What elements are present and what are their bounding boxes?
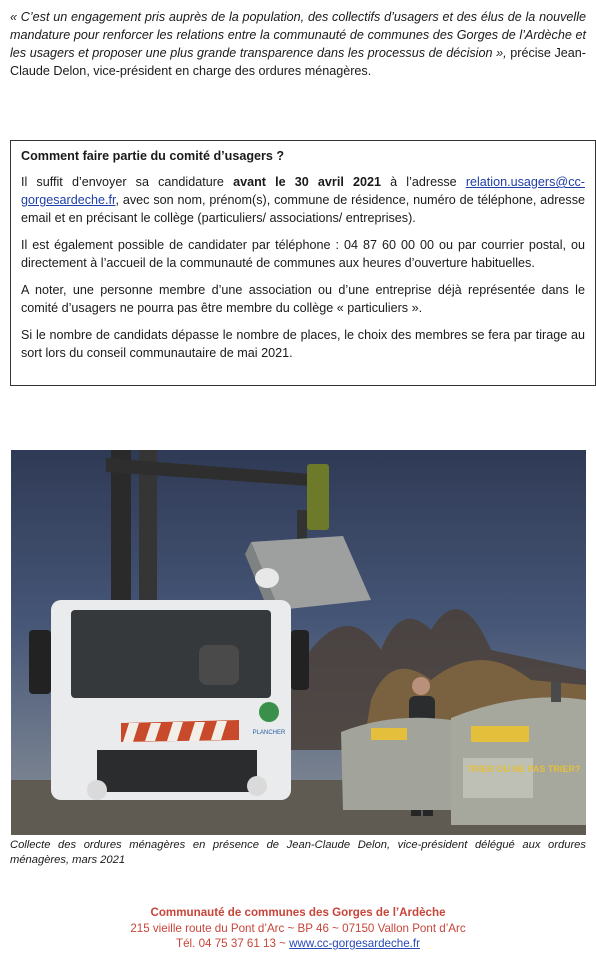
photo-caption: Collecte des ordures ménagères en présence de Jean-Claude Delon, vice-président délégué aux ordures ménagères, mars 2021 [10,839,586,866]
info-box [10,140,596,386]
person-head [412,677,430,695]
truck-brand-text: PLANCHER [252,730,286,736]
website-link[interactable]: www.cc-gorgesardeche.fr [289,937,420,950]
windshield [71,610,271,698]
intro-quote [10,8,586,80]
info-paragraph-note: A noter, une personne membre d’une association ou d’une entreprise déjà représentée dans le comité d’usagers ne pourra pas être membre du collège « particuliers ». [21,283,585,315]
truck-logo [259,702,279,722]
info-paragraph-candidature: Il suffit d’envoyer sa candidature avant le 30 avril 2021 à l’adresse relation.usagers@cc-gorgesardeche.fr, avec son nom, prénom(s), commune de résidence, numéro de téléphone, adresse email et en précisant le collège (particuliers/ associations/ entreprises). [21,175,585,225]
crane-light [307,464,329,530]
footer-phone: Tél. 04 75 37 61 13 ~ [176,937,290,950]
collection-truck-photo [11,450,586,835]
deadline: avant le 30 avril 2021 [233,175,381,189]
crane-boom [106,458,311,486]
side-mirror [29,630,51,694]
info-paragraph-phone: Il est également possible de candidater par téléphone : 04 87 60 00 00 ou par courrier postal, ou directement à l’accueil de la communauté de communes aux heures d’ouverture habituelles. [21,238,585,270]
bin-text: TRIER OU NE PAS TRIER? [467,764,581,774]
info-paragraph-draw: Si le nombre de candidats dépasse le nombre de places, le choix des membres se fera par tirage au sort lors du conseil communautaire de mai 2021. [21,328,585,360]
info-box-title: Comment faire partie du comité d’usagers ? [21,149,285,163]
footer [0,905,596,952]
grille [97,750,257,792]
photo-illustration [11,450,586,835]
footer-address: 215 vieille route du Pont d’Arc ~ BP 46 ~ 07150 Vallon Pont d’Arc [130,921,466,935]
quote-text: « C’est un engagement pris auprès de la population, des collectifs d’usagers et des élus de la nouvelle mandature pour renforcer les relations entre la communauté de communes des Gorges de l’Ardèche et les usagers et proposer une plus grande transparence dans les processus de décision », [10,10,586,60]
email-link[interactable]: relation.usagers@cc-gorgesardeche.fr [21,175,585,207]
quote-attribution: précise Jean-Claude Delon, vice-président en charge des ordures ménagères. [10,46,586,78]
footer-contact [0,936,596,952]
footer-org: Communauté de communes des Gorges de l’Ardèche [150,906,446,919]
